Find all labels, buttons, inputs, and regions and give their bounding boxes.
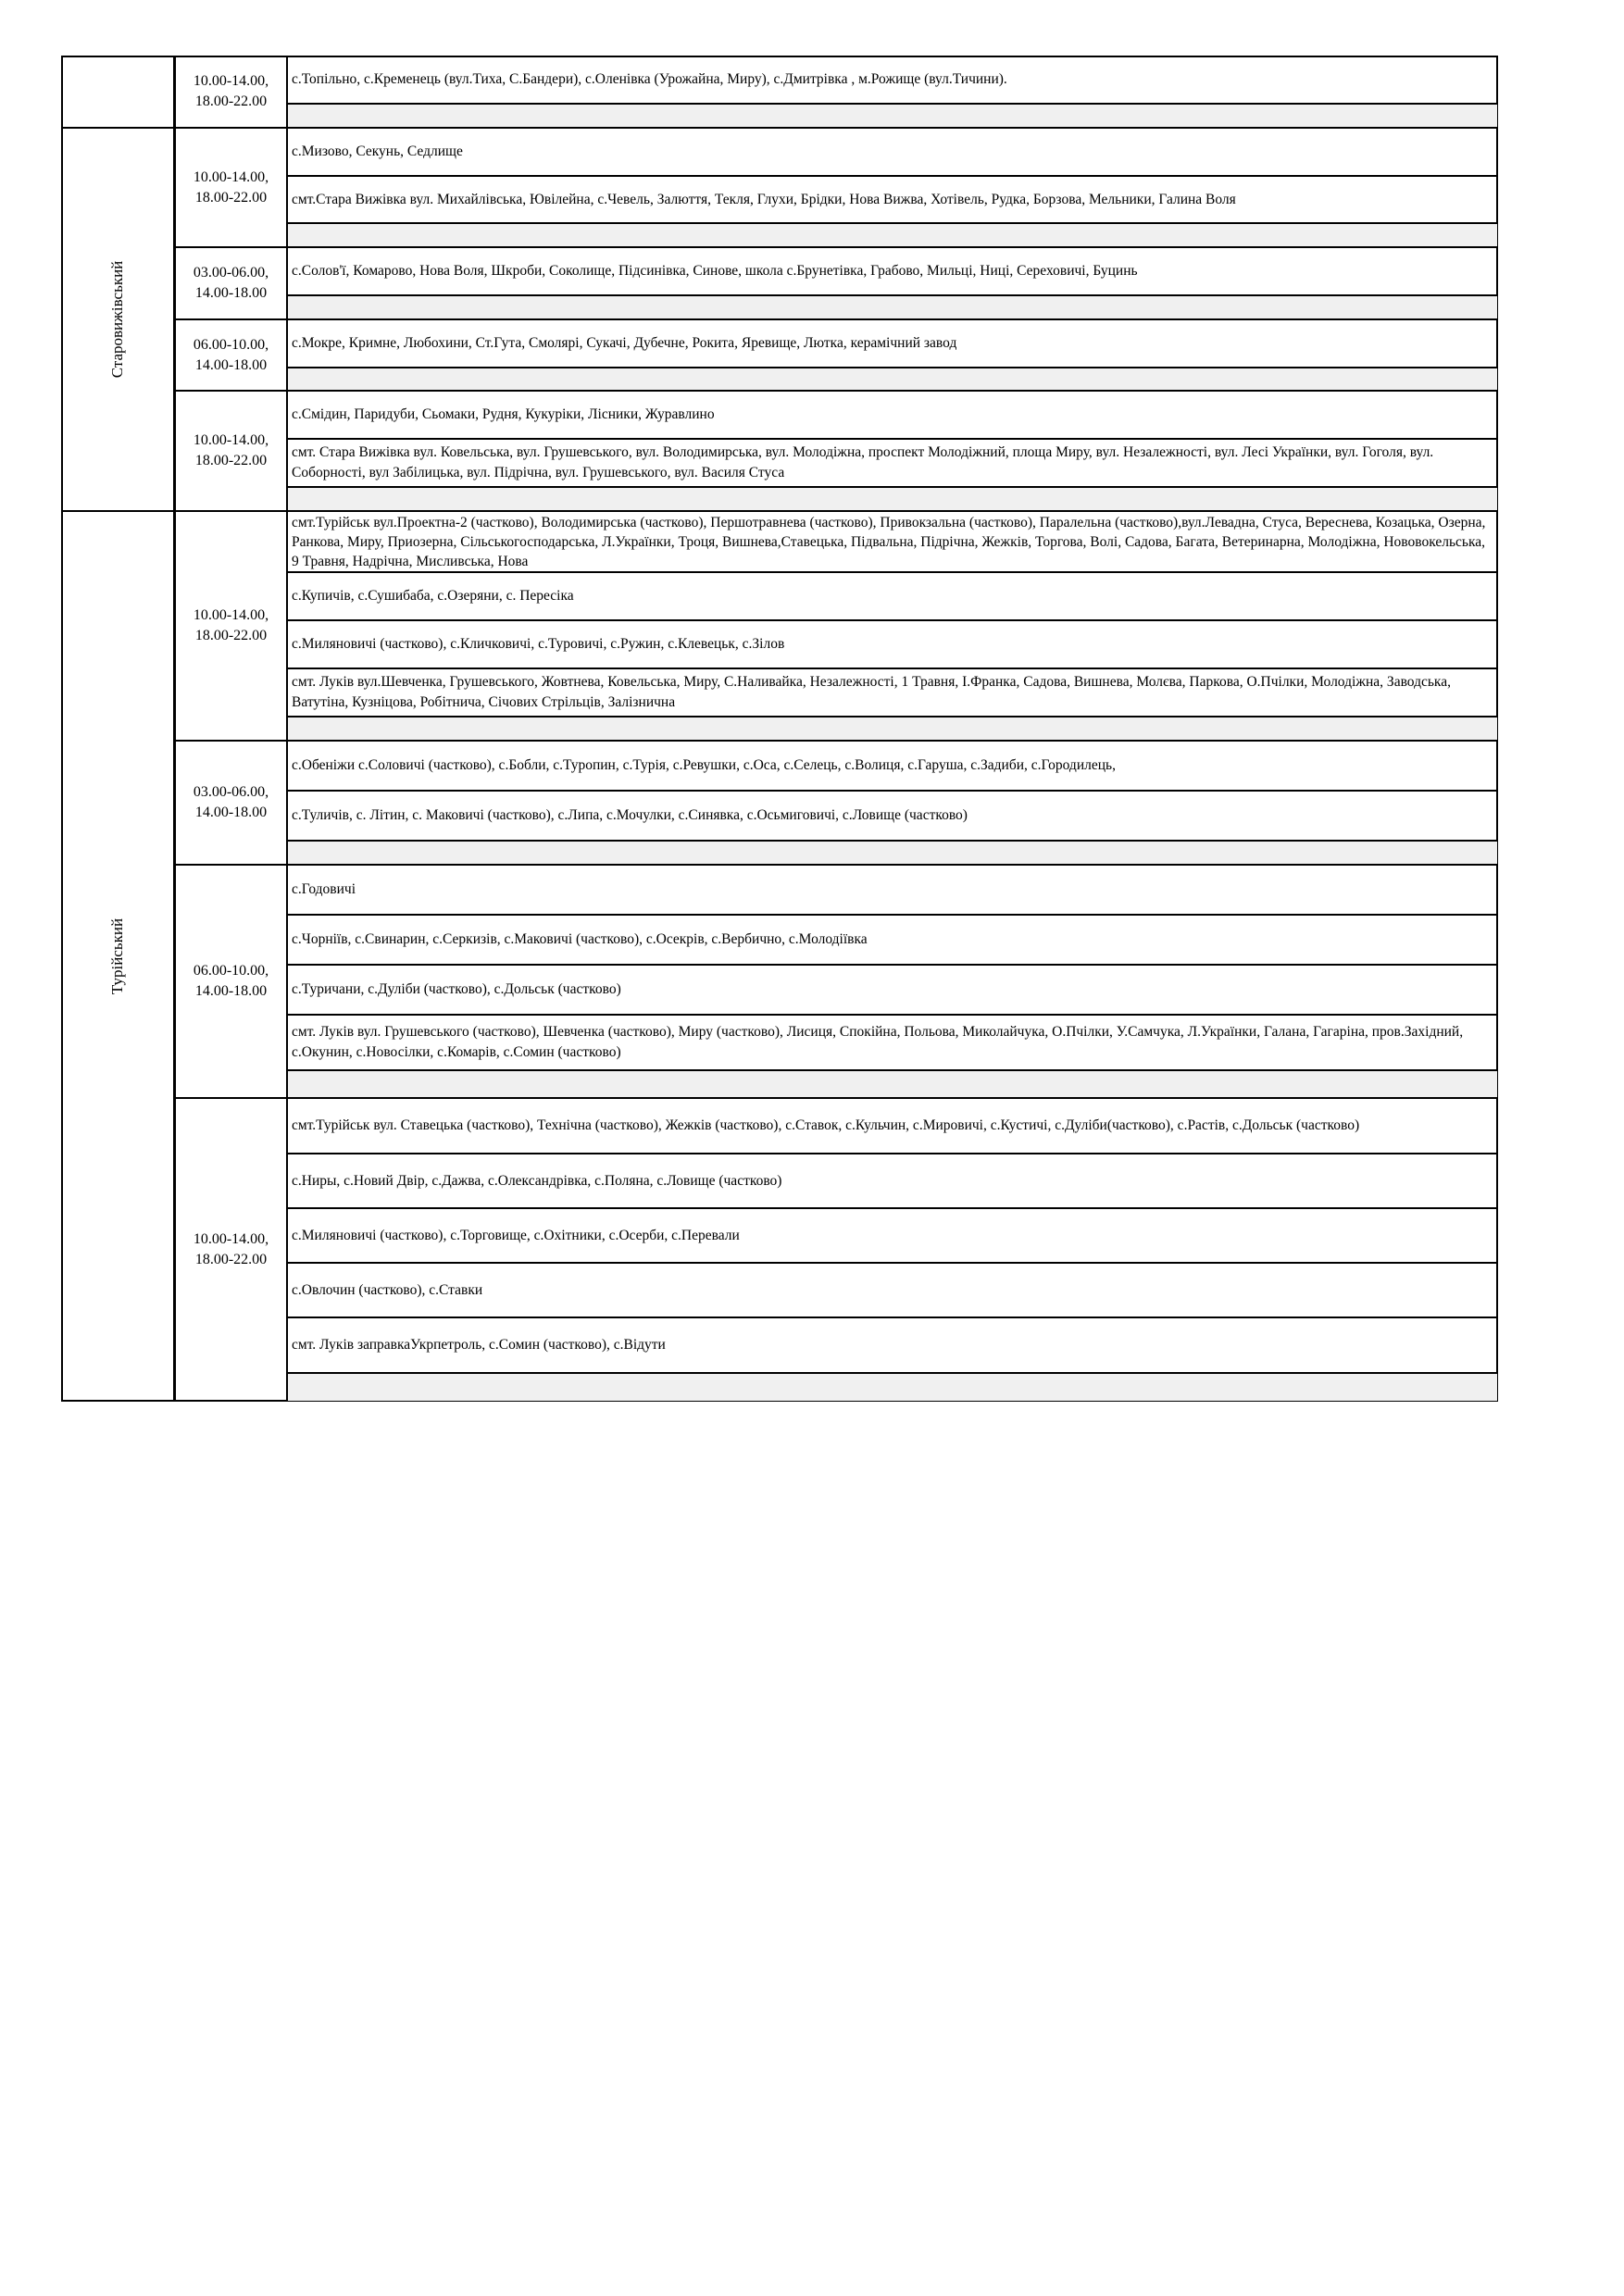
locality-row: с.Годовичі [287, 865, 1498, 915]
locality-row: смт. Стара Вижівка вул. Ковельська, вул. Грушевського, вул. Володимирська, вул. Молодіжна, проспект Молодіжний, площа Миру, вул. Незалежності, вул. Лесі Українки, вул. Гоголя, вул. Соборності, вул Забілицька, вул. Підрічна, вул. Грушевського, вул. Василя Стуса [287, 439, 1498, 487]
locality-row: с.Миляновичі (частково), с.Торговище, с.Охітники, с.Осерби, с.Перевали [287, 1208, 1498, 1263]
district-cell [61, 511, 175, 1402]
district-cell [61, 56, 175, 128]
row-spacer [287, 841, 1498, 865]
locality-row: с.Купичів, с.Сушибаба, с.Озеряни, с. Пересіка [287, 572, 1498, 620]
locality-row: с.Солов'ї, Комарово, Нова Воля, Шкроби, Соколище, Підсинівка, Синове, школа с.Брунетівка, Грабово, Мильці, Ниці, Сереховичі, Буцинь [287, 247, 1498, 295]
time-cell: 10.00-14.00, 18.00-22.00 [175, 128, 287, 247]
time-cell: 10.00-14.00, 18.00-22.00 [175, 511, 287, 741]
locality-row: с.Обеніжи с.Соловичі (частково), с.Бобли, с.Туропин, с.Турія, с.Ревушки, с.Оса, с.Селець, с.Волиця, с.Гаруша, с.Задиби, с.Городилець, [287, 741, 1498, 791]
row-spacer [287, 1070, 1498, 1098]
locality-row: с.Мизово, Секунь, Седлище [287, 128, 1498, 176]
time-cell: 10.00-14.00, 18.00-22.00 [175, 56, 287, 128]
locality-row: с.Чорніїв, с.Свинарин, с.Серкизів, с.Маковичі (частково), с.Осекрів, с.Вербично, с.Молодіївка [287, 915, 1498, 965]
locality-row: смт. Луків вул.Шевченка, Грушевського, Жовтнева, Ковельська, Миру, С.Наливайка, Незалежності, 1 Травня, І.Франка, Садова, Вишнева, Молєва, Паркова, О.Пчілки, Молодіжна, Заводська, Ватутіна, Кузнiцова, Робітнича, Січових Стрільців, Залізнична [287, 668, 1498, 717]
district-name: Старовижівський [108, 260, 126, 379]
row-spacer [287, 1373, 1498, 1402]
locality-row: смт.Стара Вижівка вул. Михайлівська, Ювілейна, с.Чевель, Залюття, Текля, Глухи, Брідки, Нова Вижва, Хотівель, Рудка, Борзова, Мельники, Галина Воля [287, 176, 1498, 223]
locality-row: смт.Турійськ вул.Проектна-2 (частково), Володимирська (частково), Першотравнева (частково), Привокзальна (частково), Паралельна (частково),вул.Левадна, Стуса, Вереснева, Козацька, Озерна, Ранкова, Миру, Приозерна, Сільськогосподарська, Л.Українки, Троця, Вишнева,Ставецька, Підвальна, Підрічна, Жежків, Торгова, Волі, Садова, Багата, Ветеринарна, Молодіжна, Нововокельська, 9 Травня, Надрічна, Мисливська, Нова [287, 511, 1498, 572]
locality-row: с.Мокре, Кримне, Любохини, Ст.Гута, Смолярі, Сукачі, Дубечне, Рокита, Яревище, Лютка, керамічний завод [287, 319, 1498, 368]
locality-row: с.Овлочин (частково), с.Ставки [287, 1263, 1498, 1317]
row-spacer [287, 104, 1498, 128]
locality-row: с.Туличів, с. Літин, с. Маковичі (частково), с.Липа, с.Мочулки, с.Синявка, с.Осьмиговичі, с.Ловище (частково) [287, 791, 1498, 841]
row-spacer [287, 487, 1498, 511]
row-spacer [287, 223, 1498, 247]
district-cell [61, 128, 175, 511]
row-spacer [287, 368, 1498, 391]
locality-row: с.Топільно, с.Кременець (вул.Тиха, С.Бандери), с.Оленівка (Урожайна, Миру), с.Дмитрівка , м.Рожище (вул.Тичини). [287, 56, 1498, 104]
time-cell: 06.00-10.00, 14.00-18.00 [175, 319, 287, 391]
locality-row: с.Ниры, с.Новий Двір, с.Дажва, с.Олександрівка, с.Поляна, с.Ловище (частково) [287, 1154, 1498, 1208]
locality-row: смт. Луків заправкаУкрпетроль, с.Сомин (частково), с.Відути [287, 1317, 1498, 1373]
locality-row: с.Миляновичі (частково), с.Кличковичі, с.Туровичі, с.Ружин, с.Клевецьк, с.Зілов [287, 620, 1498, 668]
time-cell: 06.00-10.00, 14.00-18.00 [175, 865, 287, 1098]
locality-row: смт. Луків вул. Грушевського (частково), Шевченка (частково), Миру (частково), Лисиця, Спокійна, Польова, Миколайчука, О.Пчілки, У.Самчука, Л.Українки, Галана, Гагаріна, пров.Західний, с.Окунин, с.Новосілки, с.Комарів, с.Сомин (частково) [287, 1015, 1498, 1070]
row-spacer [287, 295, 1498, 319]
district-name: Турійський [108, 917, 126, 995]
time-cell: 03.00-06.00, 14.00-18.00 [175, 247, 287, 319]
locality-row: с.Туричани, с.Дуліби (частково), с.Дольськ (частково) [287, 965, 1498, 1015]
time-cell: 10.00-14.00, 18.00-22.00 [175, 1098, 287, 1402]
row-spacer [287, 717, 1498, 741]
locality-row: смт.Турійськ вул. Ставецька (частково), Технічна (частково), Жежків (частково), с.Ставок, с.Кульчин, с.Мировичі, с.Кустичі, с.Дуліби(частково), с.Растів, с.Дольськ (частково) [287, 1098, 1498, 1154]
time-cell: 10.00-14.00, 18.00-22.00 [175, 391, 287, 511]
locality-row: с.Смідин, Паридуби, Сьомаки, Рудня, Кукуріки, Лісники, Журавлино [287, 391, 1498, 439]
time-cell: 03.00-06.00, 14.00-18.00 [175, 741, 287, 865]
